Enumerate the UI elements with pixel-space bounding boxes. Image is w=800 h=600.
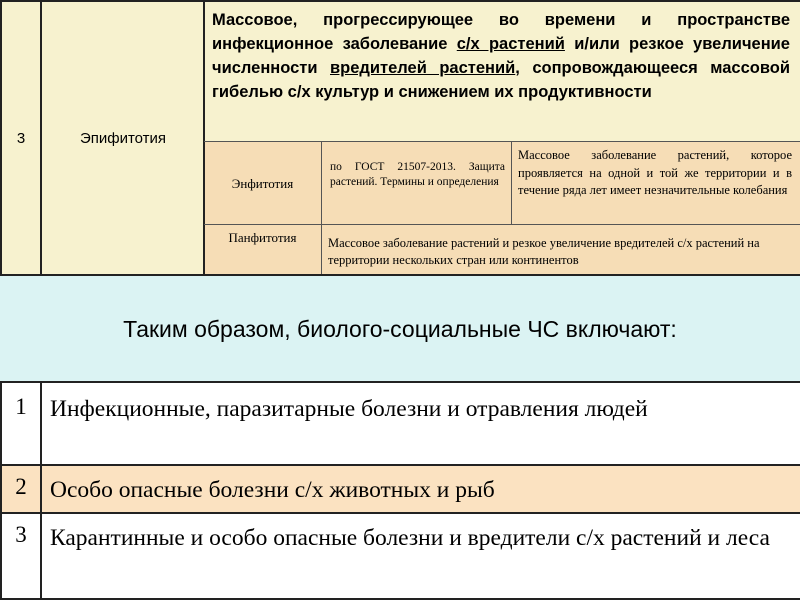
list-text-1: Инфекционные, паразитарные болезни и отравления людей [50,396,648,422]
list-text-2: Особо опасные болезни с/х животных и рыб [50,477,495,503]
term-epifitotia: Эпифитотия [79,130,167,147]
sub-definition-enfitotia: Массовое заболевание растений, которое проявляется на одной и той же территории и в течение ряда лет имеет незначительные колебания [518,148,792,197]
summary-title: Таким образом, биолого-социальные ЧС включают: [123,316,677,342]
definition-epifitotia: Массовое, прогрессирующее во времени и пространстве инфекционное заболевание с/х растений и/или резкое увеличение численности вредителей растений, сопровождающееся массовой гибелью с/х культур и снижением их продуктивности [212,11,790,101]
sub-source-gost: по ГОСТ 21507-2013. Защита растений. Термины и определения [330,161,505,188]
row-number-3: 3 [16,130,26,147]
list-num-3: 3 [15,522,27,547]
sub-definition-panfitotia: Массовое заболевание растений и резкое увеличение вредителей с/х растений на территории нескольких стран или континентов [328,236,760,267]
list-num-2: 2 [15,474,27,499]
sub-term-enfitotia: Энфитотия [231,176,294,191]
list-num-1: 1 [15,394,27,419]
list-text-3: Карантинные и особо опасные болезни и вредители с/х растений и леса [50,525,770,551]
sub-term-panfitotia: Панфитотия [228,230,297,245]
